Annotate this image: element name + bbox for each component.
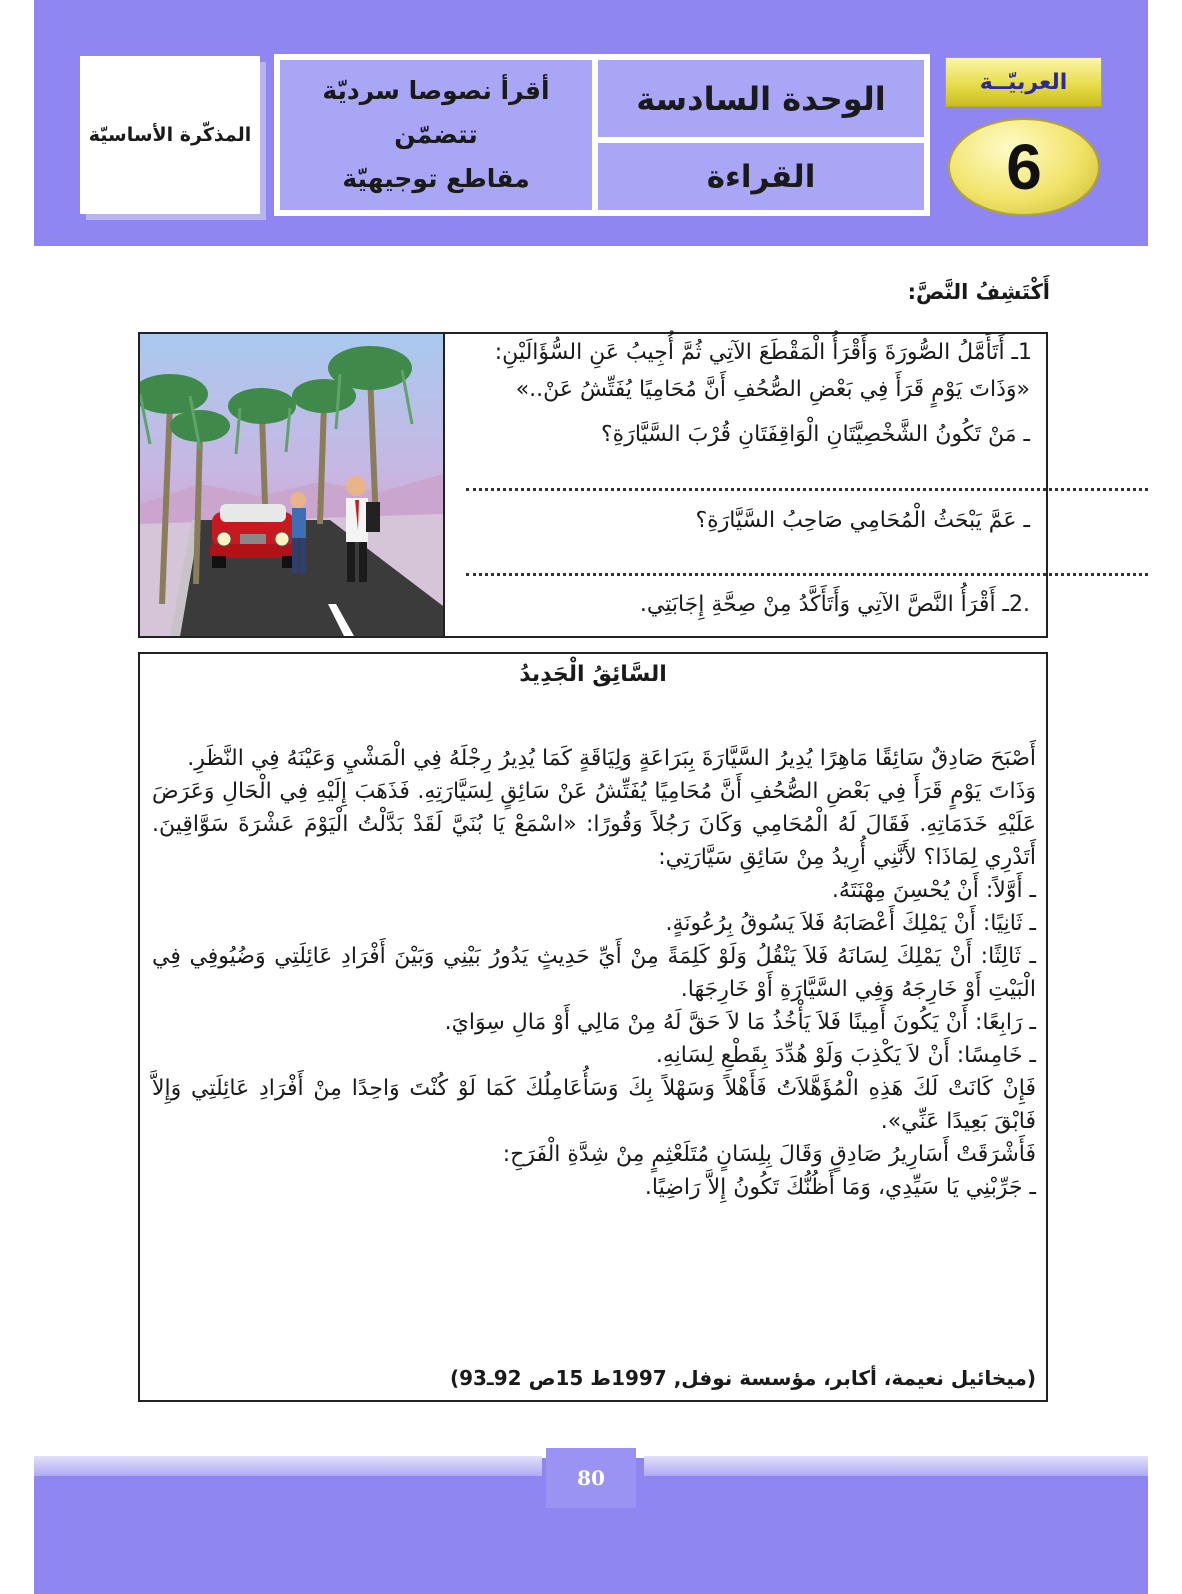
text-paragraph: وَذَاتَ يَوْمٍ قَرَأَ فِي بَعْضِ الصُّحُفِ أَنَّ مُحَامِيًا يُفَتِّشُ عَنْ سَائِقٍ لِسَيَّارَتِهِ. فَذَهَبَ إِلَيْهِ فِي الْحَالِ وَعَرَضَ عَلَيْهِ خَدَمَاتِهِ. فَقَالَ لَهُ الْمُحَامِي وَكَانَ رَجُلاً وَقُورًا: «اسْمَعْ يَا بُنَيَّ لَقَدْ بَدَّلْتُ الْيَوْمَ عَشْرَةَ سَوَّاقِينَ. أَتَدْرِي لِمَاذَا؟ لأَنَّنِي أُرِيدُ مِنْ سَائِقِ سَيَّارَتِي: <box>152 779 1036 870</box>
subject-label: العربيّــة <box>945 57 1102 107</box>
text-paragraph: ـ أَوَّلاً: أَنْ يُحْسِنَ مِهْنَتَهُ. <box>831 878 1036 903</box>
topic-title: القراءة <box>598 143 924 210</box>
unit-title: الوحدة السادسة <box>598 60 924 137</box>
text-paragraph: فَإِنْ كَانَتْ لَكَ هَذِهِ الْمُؤَهَّلاَتُ فَأَهْلاً وَسَهْلاً بِكَ وَسَأُعَامِلُكَ كَمَا لَوْ كُنْتَ وَاحِدًا مِنْ أَفْرَادِ عَائِلَتِي وَإِلاَّ فَابْقَ بَعِيدًا عَنِّي». <box>152 1076 1036 1134</box>
answer-line-1[interactable] <box>466 488 1148 491</box>
text-paragraph: ـ ثَالِثًا: أَنْ يَمْلِكَ لِسَانَهُ فَلاَ يَنْقُلُ وَلَوْ كَلِمَةً مِنْ أَيِّ حَدِيثٍ يَدُورُ بَيْنِي وَبَيْنَ أَفْرَادِ عَائِلَتِي وَضُيُوفِي فِي الْبَيْتِ أَوْ خَارِجَهُ وَفِي السَّيَّارَةِ أَوْ خَارِجَهَا. <box>152 944 1036 1002</box>
text-paragraph: أَصْبَحَ صَادِقٌ سَائِقًا مَاهِرًا يُدِيرُ السَّيَّارَةَ بِبَرَاعَةٍ وَلِيَاقَةٍ كَمَا يُدِيرُ رِجْلَهُ فِي الْمَشْيِ وَعَيْنَهُ فِي النَّظَرِ. <box>187 746 1036 771</box>
objective-line-2: مقاطع توجيهيّة <box>342 163 530 193</box>
text-paragraph: ـ رَابِعًا: أَنْ يَكُونَ أَمِينًا فَلاَ يَأْخُذُ مَا لاَ حَقَّ لَهُ مِنْ مَالِي أَوْ مَالِ سِوَايَ. <box>444 1010 1036 1035</box>
page-number: 80 <box>546 1448 636 1508</box>
reading-text-title: السَّائِقُ الْجَدِيدُ <box>519 662 667 687</box>
source-citation: (ميخائيل نعيمة، أكابر، مؤسسة نوفل, 1997ط 15ص 92ـ93) <box>449 1366 1036 1390</box>
question-1a: ـ مَنْ تَكُونُ الشَّخْصِيَّتَانِ الْوَاقِفَتَانِ قُرْبَ السَّيَّارَةِ؟ <box>601 422 1030 447</box>
memo-label: المذكّرة الأساسيّة <box>80 56 260 214</box>
question-2: .2ـ أَقْرَأُ النَّصَّ الآتِي وَأَتَأَكَّدُ مِنْ صِحَّةِ إِجَابَتِي. <box>639 592 1030 617</box>
car-scene-illustration <box>140 334 445 636</box>
objective-cell <box>280 60 592 210</box>
question-excerpt: «وَذَاتَ يَوْمٍ قَرَأَ فِي بَعْضِ الصُّحُفِ أَنَّ مُحَامِيًا يُفَتِّشُ عَنْ..» <box>515 377 1030 402</box>
text-paragraph: ـ خَامِسًا: أَنْ لاَ يَكْذِبَ وَلَوْ هُدِّدَ بِقَطْعِ لِسَانِهِ. <box>655 1043 1036 1068</box>
answer-line-2[interactable] <box>466 573 1148 576</box>
text-paragraph: فَأَشْرَقَتْ أَسَارِيرُ صَادِقٍ وَقَالَ بِلِسَانٍ مُتَلَعْثِمٍ مِنْ شِدَّةِ الْفَرَحِ: <box>502 1142 1036 1167</box>
level-badge: 6 <box>948 118 1100 216</box>
question-1: 1ـ أَتَأَمَّلُ الصُّورَةَ وَأَقْرَأُ الْمَقْطَعَ الآتِي ثُمَّ أُجِيبُ عَنِ السُّؤَالَيْنِ: <box>494 340 1032 365</box>
text-paragraph: ـ ثَانِيًا: أَنْ يَمْلِكَ أَعْصَابَهُ فَلاَ يَسُوقُ بِرُعُونَةٍ. <box>665 911 1036 936</box>
reading-text-body <box>152 742 1036 1204</box>
question-1b: ـ عَمَّ يَبْحَثُ الْمُحَامِي صَاحِبُ السَّيَّارَةِ؟ <box>695 508 1030 533</box>
footer-stripe-left <box>34 1456 542 1476</box>
text-paragraph: ـ جَرِّبْنِي يَا سَيِّدِي، وَمَا أَظُنُّكَ تَكُونُ إِلاَّ رَاضِيًا. <box>644 1175 1036 1200</box>
section-title: أَكْتَشِفُ النَّصَّ: <box>907 280 1050 304</box>
objective-line-1: أقرأ نصوصا سرديّة تتضمّن <box>322 76 550 150</box>
footer-stripe-right <box>644 1456 1148 1476</box>
